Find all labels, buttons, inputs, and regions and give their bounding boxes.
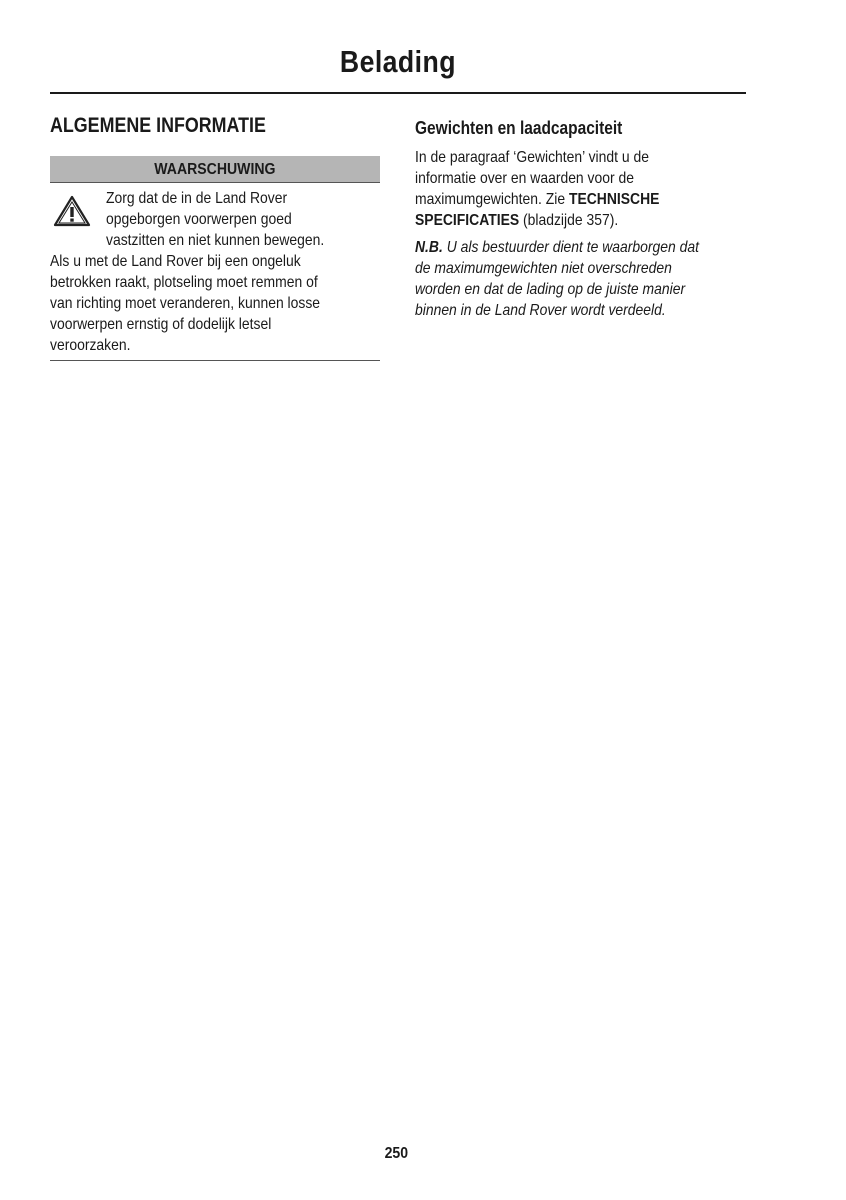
page-number bbox=[0, 1145, 846, 1163]
paragraph-line bbox=[415, 210, 711, 231]
note-label: N.B. bbox=[415, 239, 443, 256]
warning-triangle-icon bbox=[52, 194, 92, 228]
warning-header bbox=[50, 156, 380, 183]
page-number-text: 250 bbox=[384, 1145, 408, 1162]
note-line bbox=[415, 237, 711, 258]
warning-text-line: vastzitten en niet kunnen bewegen. bbox=[106, 232, 325, 249]
paragraph-text: (bladzijde 357). bbox=[519, 212, 619, 229]
note-text: U als bestuurder dient te waarborgen dat bbox=[442, 239, 699, 256]
weights-paragraph bbox=[415, 147, 755, 231]
cross-reference-link[interactable]: TECHNISCHE bbox=[568, 191, 660, 208]
warning-text-line: betrokken raakt, plotseling moet remmen of bbox=[50, 274, 318, 291]
title-divider bbox=[50, 92, 746, 94]
warning-text-line: veroorzaken. bbox=[50, 337, 131, 354]
left-column bbox=[50, 114, 380, 361]
note-paragraph bbox=[415, 237, 755, 321]
note-line: binnen in de Land Rover wordt verdeeld. bbox=[415, 302, 666, 319]
warning-text-line: van richting moet veranderen, kunnen losse bbox=[50, 295, 321, 312]
page-title: Belading bbox=[339, 44, 456, 79]
note-line: worden en dat de lading op de juiste manier bbox=[415, 281, 686, 298]
warning-text-line: Zorg dat de in de Land Rover bbox=[106, 190, 288, 207]
warning-text-line: opgeborgen voorwerpen goed bbox=[106, 211, 292, 228]
warning-text-line: Als u met de Land Rover bij een ongeluk bbox=[50, 253, 301, 270]
note-line: de maximumgewichten niet overschreden bbox=[415, 260, 672, 277]
warning-body bbox=[50, 183, 380, 361]
sub-heading-weights: Gewichten en laadcapaciteit bbox=[415, 118, 623, 138]
warning-box bbox=[50, 156, 380, 361]
paragraph-text: maximumgewichten. Zie bbox=[415, 191, 569, 208]
warning-label: WAARSCHUWING bbox=[154, 161, 276, 178]
cross-reference-link[interactable]: SPECIFICATIES bbox=[415, 212, 520, 229]
section-heading-general-info: ALGEMENE INFORMATIE bbox=[50, 114, 266, 137]
paragraph-line: In de paragraaf ‘Gewichten’ vindt u de bbox=[415, 149, 649, 166]
warning-text-line: voorwerpen ernstig of dodelijk letsel bbox=[50, 316, 272, 333]
paragraph-line: informatie over en waarden voor de bbox=[415, 170, 634, 187]
right-column bbox=[415, 118, 755, 321]
paragraph-line bbox=[415, 189, 711, 210]
